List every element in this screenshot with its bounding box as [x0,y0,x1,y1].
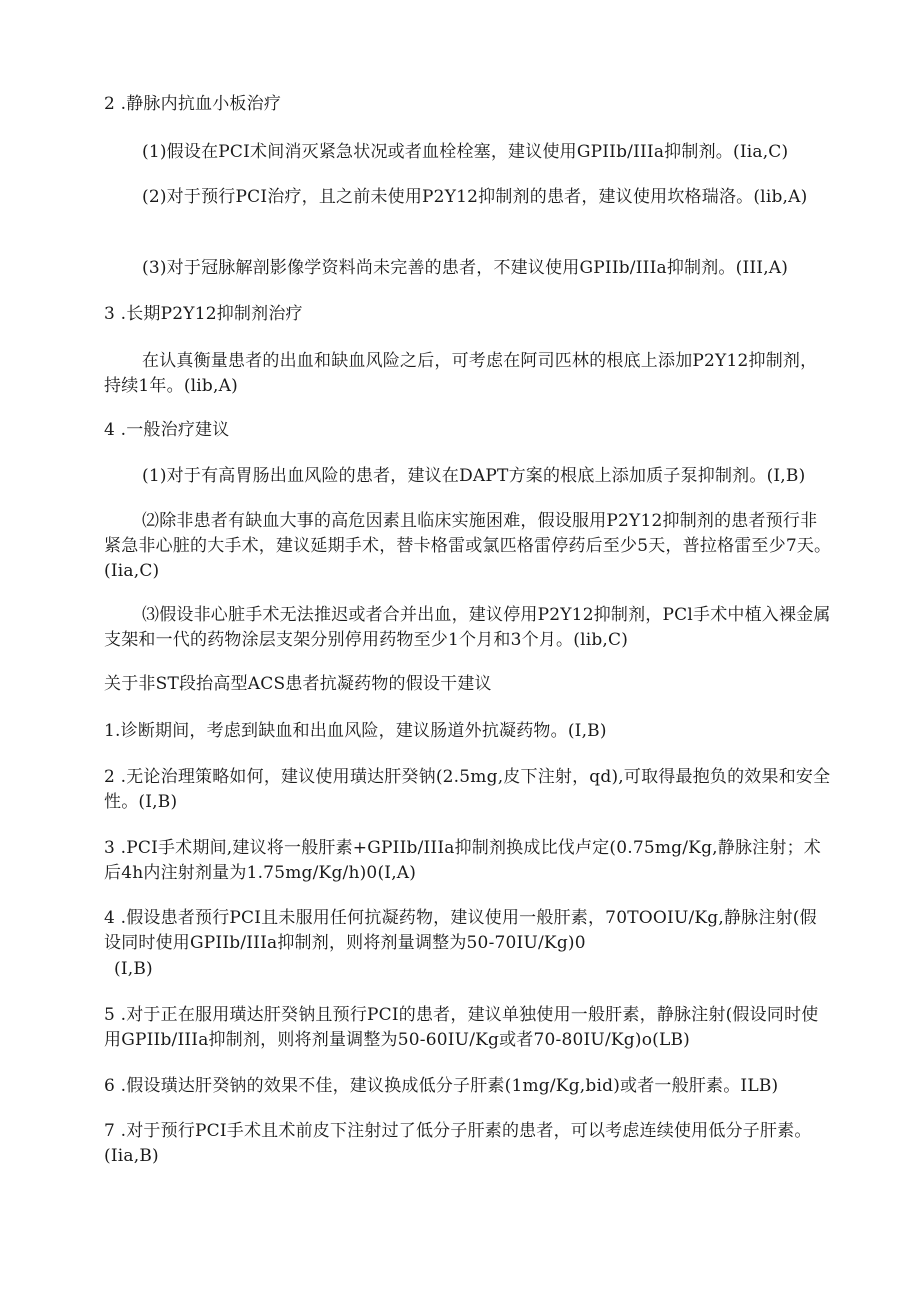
heading-anticoagulant-recommendations: 关于非ST段抬高型ACS患者抗凝药物的假设干建议 [104,674,492,694]
paragraph-long-term: 在认真衡量患者的出血和缺血风险之后，可考虑在阿司匹林的根底上添加P2Y12抑制剂，持续1年。(lib,A) [104,351,818,396]
paragraph-anticoag-3: 3 .PCI手术期间,建议将一般肝素+GPIIb/IIIa抑制剂换成比伐卢定(0.75mg/Kg,静脉注射；术后4h内注射剂量为1.75mg/Kg/h)0(I,A) [104,838,821,883]
paragraph-anticoag-1: 1.诊断期间，考虑到缺血和出血风险，建议肠道外抗凝药物。(I,B) [104,721,607,741]
paragraph-anticoag-6: 6 .假设璜达肝癸钠的效果不佳，建议换成低分子肝素(1mg/Kg,bid)或者一般肝素。ILB) [104,1076,779,1096]
paragraph-general-1: (1)对于有高胃肠出血风险的患者，建议在DAPT方案的根底上添加质子泵抑制剂。(I,B) [142,466,806,486]
paragraph-anticoag-5: 5 .对于正在服用璜达肝癸钠且预行PCI的患者，建议单独使用一般肝素，静脉注射(假设同时使用GPIIb/IIIa抑制剂，则将剂量调整为50-60IU/Kg或者70-80IU/Kg)o(LB) [104,1005,819,1050]
paragraph-general-2: ⑵除非患者有缺血大事的高危因素且临床实施困难，假设服用P2Y12抑制剂的患者预行非紧急非心脏的大手术，建议延期手术，替卡格雷或氯匹格雷停药后至少5天，普拉格雷至少7天。(Iia,C) [104,511,832,581]
paragraph-anticoag-4: 4 .假设患者预行PCI且未服用任何抗凝药物，建议使用一般肝素，70TOOIU/Kg,静脉注射(假设同时使用GPIIb/IIIa抑制剂，则将剂量调整为50-70IU/Kg)0 [104,908,817,953]
paragraph-general-3: ⑶假设非心脏手术无法推迟或者合并出血，建议停用P2Y12抑制剂，PCl手术中植入裸金属支架和一代的药物涂层支架分别停用药物至少1个月和3个月。(lib,C) [104,605,831,650]
paragraph-iv-3: (3)对于冠脉解剖影像学资料尚未完善的患者，不建议使用GPIIb/IIIa抑制剂。(III,A) [142,258,789,278]
heading-iv-antiplatelet: 2 .静脉内抗血小板治疗 [104,94,282,114]
heading-general-treatment: 4 .一般治疗建议 [104,420,230,440]
paragraph-iv-1: (1)假设在PCI术间消灭紧急状况或者血栓栓塞，建议使用GPIIb/IIIa抑制剂。(Iia,C) [142,142,789,162]
heading-long-term-p2y12: 3 .长期P2Y12抑制剂治疗 [104,304,303,324]
paragraph-iv-2: (2)对于预行PCI治疗，且之前未使用P2Y12抑制剂的患者，建议使用坎格瑞洛。(lib,A) [142,187,808,207]
paragraph-anticoag-4-grade: (I,B) [114,959,153,979]
paragraph-anticoag-7: 7 .对于预行PCI手术且术前皮下注射过了低分子肝素的患者，可以考虑连续使用低分子肝素。(Iia,B) [104,1121,812,1166]
paragraph-anticoag-2: 2 .无论治理策略如何，建议使用璜达肝癸钠(2.5mg,皮下注射，qd),可取得最抱负的效果和安全性。(I,B) [104,767,831,812]
